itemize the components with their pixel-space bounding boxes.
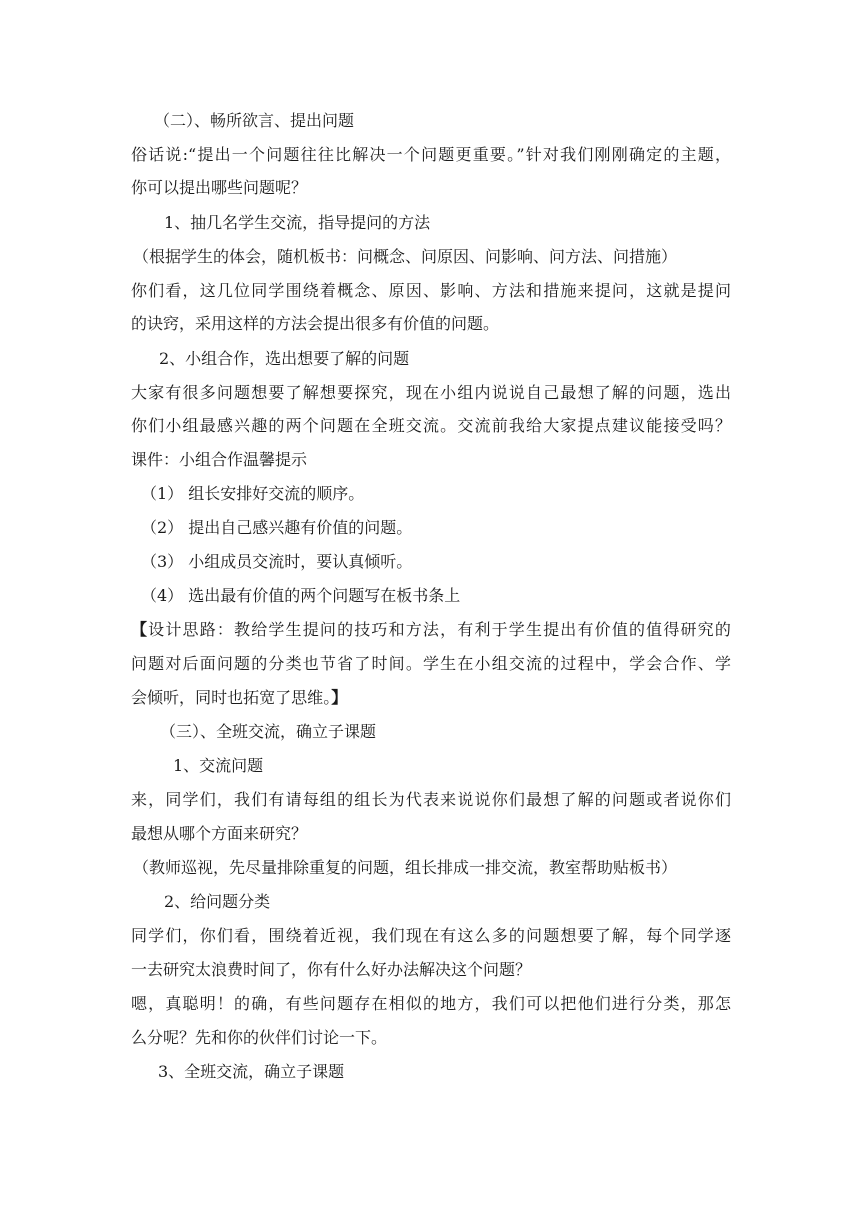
text-line: 的诀窍，采用这样的方法会提出很多有价值的问题。 xyxy=(131,314,500,333)
text-line: 你们看，这几位同学围绕着概念、原因、影响、方法和措施来提问，这就是提问 xyxy=(131,281,731,300)
design-note-line: 【设计思路：教给学生提问的技巧和方法，有利于学生提出有价值的值得研究的 xyxy=(131,620,731,639)
list-item: （3） 小组成员交流时，要认真倾听。 xyxy=(141,552,413,571)
list-item: （2） 提出自己感兴趣有价值的问题。 xyxy=(141,518,413,537)
text-line: 大家有很多问题想要了解想要探究，现在小组内说说自己最想了解的问题，选出 xyxy=(131,383,731,402)
text-line: 同学们，你们看，围绕着近视，我们现在有这么多的问题想要了解，每个同学逐 xyxy=(131,926,731,945)
list-item: （1） 组长安排好交流的顺序。 xyxy=(141,484,365,503)
text-line: 最想从哪个方面来研究？ xyxy=(131,824,308,843)
design-note-line: 会倾听，同时也拓宽了思维。】 xyxy=(131,688,348,707)
text-line: 你可以提出哪些问题呢？ xyxy=(131,178,308,197)
section-heading-3: （三）、全班交流，确立子课题 xyxy=(160,722,377,741)
design-note-line: 问题对后面问题的分类也节省了时间。学生在小组交流的过程中，学会合作、学 xyxy=(131,654,731,673)
text-line: 课件：小组合作温馨提示 xyxy=(131,450,308,469)
bracket-mark: 】 xyxy=(331,688,348,707)
bracket-mark: 【 xyxy=(131,620,149,639)
text-line: 么分呢？先和你的伙伴们讨论一下。 xyxy=(131,1028,388,1047)
sub-heading: 1、抽几名学生交流，指导提问的方法 xyxy=(164,213,431,232)
sub-heading: 1、交流问题 xyxy=(173,756,264,775)
sub-heading: 2、给问题分类 xyxy=(164,892,271,911)
text-line: 你们小组最感兴趣的两个问题在全班交流。交流前我给大家提点建议能接受吗？ xyxy=(131,416,731,435)
list-item: （4） 选出最有价值的两个问题写在板书条上 xyxy=(141,586,461,605)
text-line: （根据学生的体会，随机板书：问概念、问原因、问影响、问方法、问措施） xyxy=(133,247,678,266)
section-heading-2: （二）、畅所欲言、提出问题 xyxy=(154,111,355,130)
text-line: 俗话说:“提出一个问题往往比解决一个问题更重要。”针对我们刚刚确定的主题， xyxy=(131,145,731,164)
text-line: 一去研究太浪费时间了，你有什么好办法解决这个问题？ xyxy=(131,960,532,979)
text-line: 嗯，真聪明！的确，有些问题存在相似的地方，我们可以把他们进行分类，那怎 xyxy=(131,994,731,1013)
sub-heading: 3、全班交流，确立子课题 xyxy=(158,1062,345,1081)
text-line: 来，同学们，我们有请每组的组长为代表来说说你们最想了解的问题或者说你们 xyxy=(131,790,731,809)
text-line: （教师巡视，先尽量排除重复的问题，组长排成一排交流，教室帮助贴板书） xyxy=(133,858,678,877)
sub-heading: 2、小组合作，选出想要了解的问题 xyxy=(159,349,410,368)
